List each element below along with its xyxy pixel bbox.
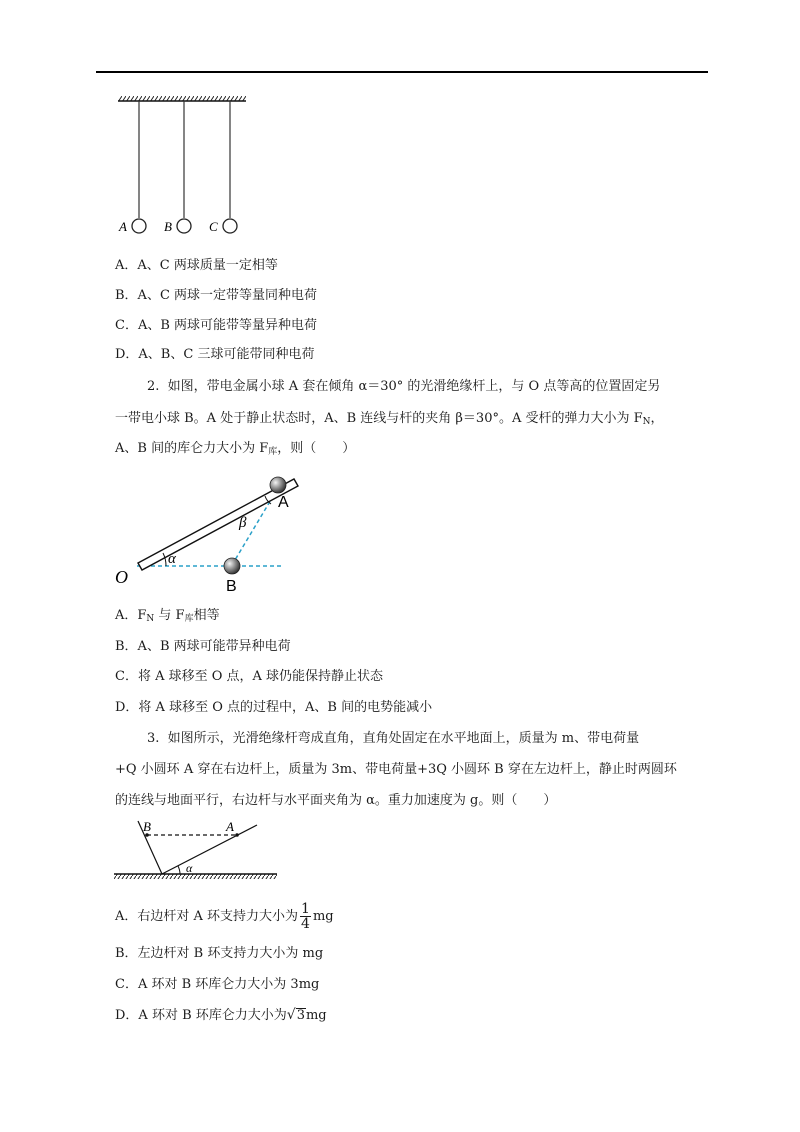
- label-b: B: [164, 219, 172, 234]
- fraction-one-quarter: [300, 902, 311, 931]
- q2-number: 2.: [147, 379, 160, 394]
- q2-option-d: D．将 A 球移至 O 点的过程中，A、B 间的电势能减小: [115, 700, 433, 715]
- q2-line3: [115, 439, 355, 462]
- q3-opt-d-text: D．A 环对 B 环库仑力大小为: [115, 1008, 287, 1023]
- q2-line1: [147, 377, 660, 397]
- q1-figure: [110, 90, 350, 240]
- label-b: B: [143, 819, 151, 834]
- q3-option-b: B．左边杆对 B 环支持力大小为 mg: [115, 946, 324, 961]
- q2-opt-a-1: A．F: [115, 608, 147, 623]
- alpha-arc: [178, 866, 180, 874]
- q2-line3-b: ，则（ ）: [277, 441, 356, 456]
- q3-line1: [147, 729, 639, 749]
- q3-option-c: C．A 环对 B 环库仑力大小为 3mg: [115, 977, 320, 992]
- label-alpha: α: [186, 861, 193, 875]
- label-beta: β: [239, 515, 247, 531]
- fraction-numerator: 1: [301, 901, 310, 917]
- q3-figure: [112, 816, 292, 886]
- label-a: A: [119, 219, 127, 234]
- q3-number: 3.: [147, 731, 160, 746]
- q2-option-a: [115, 606, 220, 629]
- ball-b: [177, 219, 191, 233]
- inclined-rod: [138, 479, 298, 570]
- label-c: C: [209, 219, 218, 234]
- q3-option-d: [115, 1005, 327, 1026]
- q3-line3: 的连线与地面平行，右边杆与水平面夹角为 α。重力加速度为 g。则（ ）: [115, 793, 557, 808]
- ball-a: [270, 477, 286, 493]
- q1-option-c: C．A、B 两球可能带等量异种电荷: [115, 318, 318, 333]
- q3-line1-text: 如图所示，光滑绝缘杆弯成直角，直角处固定在水平地面上，质量为 m、带电荷量: [167, 731, 640, 746]
- radicand: 3: [296, 1008, 305, 1023]
- q2-opt-a-3: 相等: [193, 608, 220, 623]
- q2-line2-a: 一带电小球 B。A 处于静止状态时，A、B 连线与杆的夹角 β＝30°。A 受杆的弹力大小为 F: [115, 411, 643, 426]
- header-rule: [96, 71, 708, 73]
- q2-line2: [115, 409, 664, 432]
- q2-figure: [112, 470, 312, 600]
- label-alpha: α: [168, 551, 176, 567]
- label-o: O: [115, 567, 128, 587]
- q2-line3-a: A、B 间的库仑力大小为 F: [115, 441, 269, 456]
- q2-opt-a-sub1: N: [146, 614, 155, 624]
- ball-c: [223, 219, 237, 233]
- radical-sign: √: [286, 1007, 296, 1023]
- q2-line3-sub: 库: [268, 447, 278, 457]
- q2-opt-a-sub2: 库: [184, 614, 194, 624]
- ring-a: [235, 833, 239, 837]
- q2-opt-a-2: 与 F: [154, 608, 185, 623]
- label-a: A: [278, 494, 289, 511]
- q3-opt-d-unit: mg: [305, 1008, 327, 1023]
- right-rod: [162, 825, 257, 874]
- q3-opt-a-unit: mg: [312, 909, 334, 924]
- q3-option-a: [115, 902, 334, 931]
- q1-option-a: A．A、C 两球质量一定相等: [115, 258, 278, 273]
- ball-a: [132, 219, 146, 233]
- q3-opt-a-text: A．右边杆对 A 环支持力大小为: [115, 909, 299, 924]
- q2-option-b: B．A、B 两球可能带异种电荷: [115, 639, 291, 654]
- q2-line2-b: ，: [650, 411, 664, 426]
- q2-line1-text: 如图，带电金属小球 A 套在倾角 α＝30° 的光滑绝缘杆上，与 O 点等高的位置固定另: [167, 379, 661, 394]
- q1-option-d: D．A、B、C 三球可能带同种电荷: [115, 347, 315, 362]
- q1-option-b: B．A、C 两球一定带等量同种电荷: [115, 288, 318, 303]
- q2-line2-sub: N: [642, 417, 651, 427]
- q2-option-c: C．将 A 球移至 O 点，A 球仍能保持静止状态: [115, 669, 384, 684]
- label-b: B: [226, 578, 237, 595]
- fraction-denominator: 4: [301, 916, 310, 932]
- ball-b: [224, 558, 240, 574]
- q3-line2: +Q 小圆环 A 穿在右边杆上，质量为 3m、带电荷量+3Q 小圆环 B 穿在左边杆上，静止时两圆环: [115, 762, 677, 777]
- label-a: A: [226, 819, 234, 834]
